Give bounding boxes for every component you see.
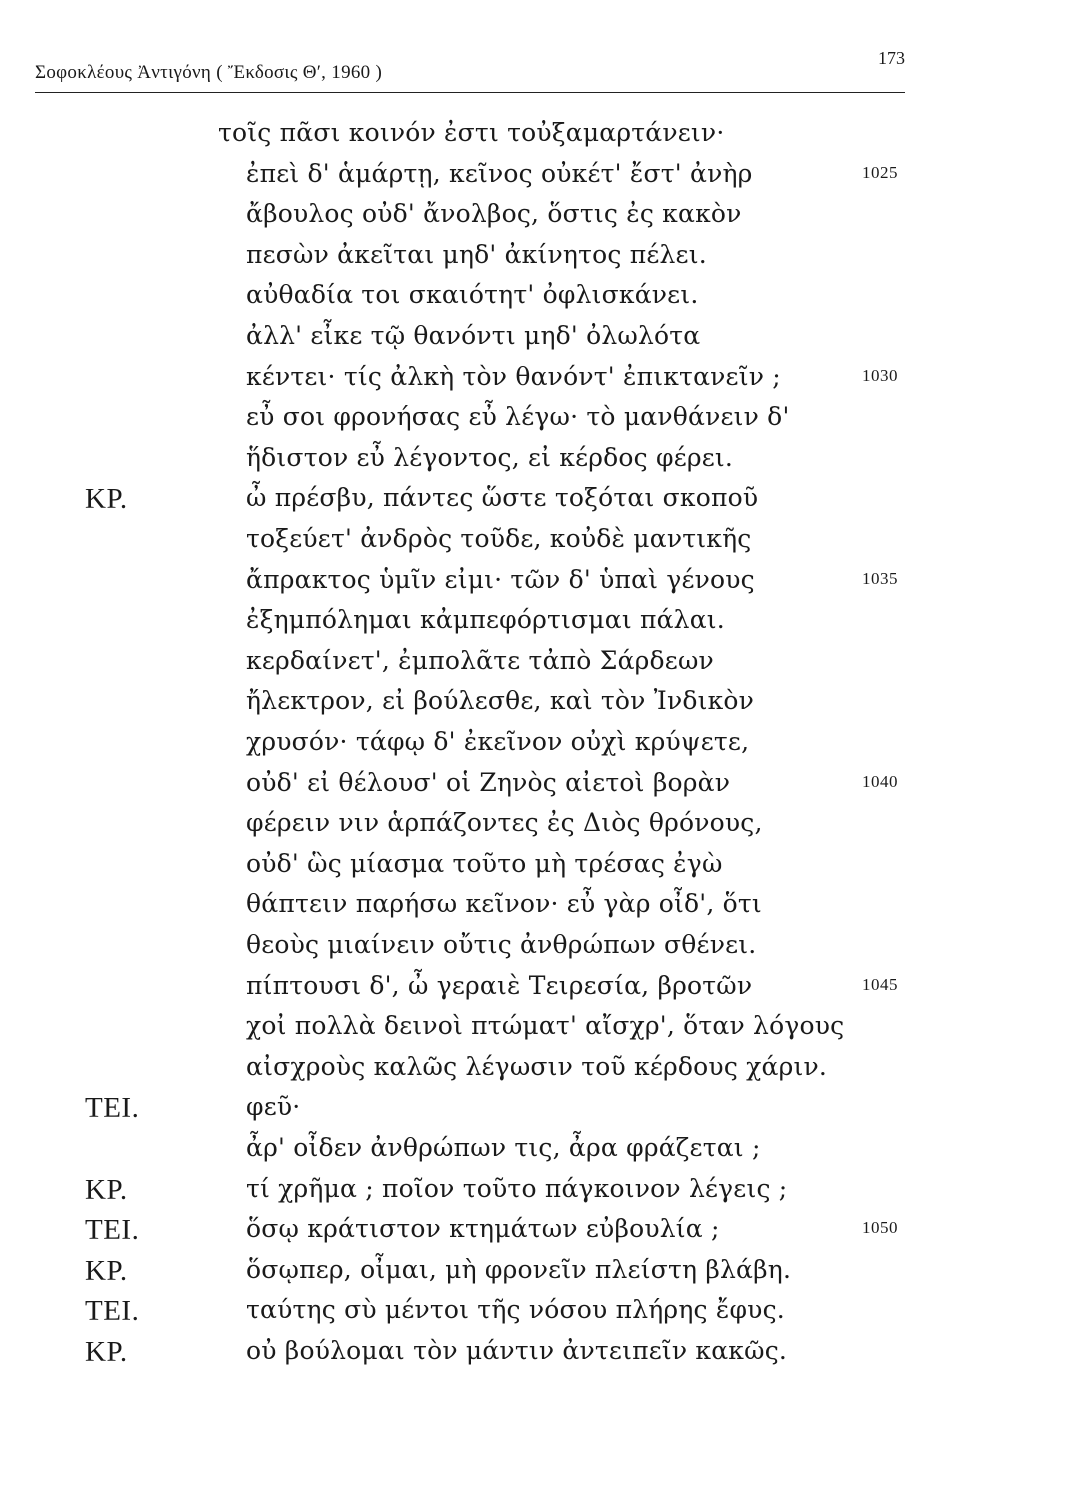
verse-line: [0, 727, 1067, 767]
verse-text: χρυσόν· τάφῳ δ' ἐκεῖνον οὐχὶ κρύψετε,: [246, 727, 750, 756]
verse-text: φεῦ·: [246, 1092, 301, 1122]
verse-line: [0, 565, 1067, 605]
verse-text: αὐθαδία τοι σκαιότητ' ὀφλισκάνει.: [246, 280, 699, 310]
verse-line: [0, 321, 1067, 361]
verse-text: κερδαίνετ', ἐμπολᾶτε τἀπὸ Σάρδεων: [246, 645, 714, 675]
header-title: Σοφοκλέους Ἀντιγόνη ( Ἔκδοσις Θ′, 1960 ): [35, 62, 383, 83]
running-header: [35, 48, 905, 93]
verse-line: [0, 118, 1067, 158]
verse-text: αἰσχροὺς καλῶς λέγωσιν τοῦ κέρδους χάριν.: [246, 1051, 828, 1081]
line-number: 1035: [862, 568, 898, 588]
verse-text: ἐπεὶ δ' ἁμάρτῃ, κεῖνος οὐκέτ' ἔστ' ἀνὴρ: [246, 158, 753, 188]
verse-text: τοῖς πᾶσι κοινόν ἐστι τοὐξαμαρτάνειν·: [218, 118, 725, 147]
verse-line: [0, 443, 1067, 483]
line-number: 1030: [862, 365, 898, 385]
verse-line: [0, 1255, 1067, 1295]
verse-line: [0, 280, 1067, 320]
speaker-label: ΤΕΙ.: [85, 1092, 140, 1125]
speaker-label: ΚΡ.: [85, 1336, 128, 1368]
verse-text: ὦ πρέσβυ, πάντες ὥστε τοξόται σκοποῦ: [246, 483, 759, 513]
verse-line: [0, 889, 1067, 929]
verse-line: [0, 362, 1067, 402]
verse-text: ἄπρακτος ὑμῖν εἰμι· τῶν δ' ὑπαὶ γένους: [246, 564, 755, 594]
verse-line: [0, 1336, 1067, 1376]
verse-text: ἆρ' οἶδεν ἀνθρώπων τις, ἆρα φράζεται ;: [246, 1133, 761, 1162]
verse-text: τί χρῆμα ; ποῖον τοῦτο πάγκοινον λέγεις ;: [246, 1173, 788, 1203]
verse-text: χοἰ πολλὰ δεινοὶ πτώματ' αἴσχρ', ὅταν λόγους: [246, 1011, 845, 1041]
verse-line: [0, 159, 1067, 199]
speaker-label: ΚΡ.: [85, 1254, 128, 1287]
verse-line: [0, 808, 1067, 848]
verse-line: [0, 768, 1067, 808]
verse-text: οὐ βούλομαι τὸν μάντιν ἀντειπεῖν κακῶς.: [246, 1336, 788, 1365]
verse-line: [0, 971, 1067, 1011]
verse-line: [0, 1133, 1067, 1173]
verse-line: [0, 483, 1067, 523]
verse-line: [0, 240, 1067, 280]
verse-text: πίπτουσι δ', ὦ γεραιὲ Τειρεσία, βροτῶν: [246, 970, 753, 1000]
verse-line: [0, 1214, 1067, 1254]
page-number: 173: [878, 48, 905, 68]
speaker-label: ΚΡ.: [85, 483, 128, 516]
verse-text: ἐξημπόλημαι κἀμπεφόρτισμαι πάλαι.: [246, 605, 725, 635]
verse-text: ἤλεκτρον, εἰ βούλεσθε, καὶ τὸν Ἰνδικὸν: [246, 686, 755, 716]
verse-line: [0, 524, 1067, 564]
line-number: 1050: [862, 1218, 898, 1238]
verse-line: [0, 605, 1067, 645]
verse-line: [0, 1174, 1067, 1214]
verse-text: φέρειν νιν ἁρπάζοντες ἐς Διὸς θρόνους,: [246, 808, 763, 838]
line-number: 1025: [862, 162, 898, 182]
verse-text: θάπτειν παρήσω κεῖνον· εὖ γὰρ οἶδ', ὅτι: [246, 889, 762, 919]
speaker-label: ΤΕΙ.: [85, 1214, 140, 1247]
verse-text: ἀλλ' εἶκε τῷ θανόντι μηδ' ὀλωλότα: [246, 321, 701, 350]
verse-line: [0, 1011, 1067, 1051]
verse-line: [0, 1295, 1067, 1335]
verse-text: κέντει· τίς ἀλκὴ τὸν θανόντ' ἐπικτανεῖν ;: [246, 361, 781, 391]
verse-line: [0, 849, 1067, 889]
line-number: 1045: [862, 974, 898, 994]
verse-text: τοξεύετ' ἀνδρὸς τοῦδε, κοὐδὲ μαντικῆς: [246, 524, 752, 553]
verse-line: [0, 1092, 1067, 1132]
speaker-label: ΚΡ.: [85, 1173, 128, 1206]
verse-line: [0, 686, 1067, 726]
verse-text: οὐδ' ὣς μίασμα τοῦτο μὴ τρέσας ἐγὼ: [246, 848, 723, 878]
verse-line: [0, 646, 1067, 686]
line-number: 1040: [862, 771, 898, 791]
verse-line: [0, 199, 1067, 239]
verse-text: οὐδ' εἰ θέλουσ' οἱ Ζηνὸς αἰετοὶ βορὰν: [246, 767, 731, 797]
verse-line: [0, 402, 1067, 442]
verse-line: [0, 930, 1067, 970]
verse-text: θεοὺς μιαίνειν οὔτις ἀνθρώπων σθένει.: [246, 930, 757, 959]
verse-text: εὖ σοι φρονήσας εὖ λέγω· τὸ μανθάνειν δ': [246, 402, 790, 432]
verse-text: ὅσῳ κράτιστον κτημάτων εὐβουλία ;: [246, 1214, 720, 1244]
speaker-label: ΤΕΙ.: [85, 1295, 140, 1328]
verse-text: ἥδιστον εὖ λέγοντος, εἰ κέρδος φέρει.: [246, 442, 734, 472]
verse-line: [0, 1052, 1067, 1092]
verse-text: πεσὼν ἀκεῖται μηδ' ἀκίνητος πέλει.: [246, 239, 707, 269]
verse-text: ὅσῳπερ, οἶμαι, μὴ φρονεῖν πλείστη βλάβη.: [246, 1254, 792, 1284]
verse-text: ταύτης σὺ μέντοι τῆς νόσου πλήρης ἔφυς.: [246, 1295, 785, 1325]
verse-text: ἄβουλος οὐδ' ἄνολβος, ὅστις ἐς κακὸν: [246, 199, 742, 229]
